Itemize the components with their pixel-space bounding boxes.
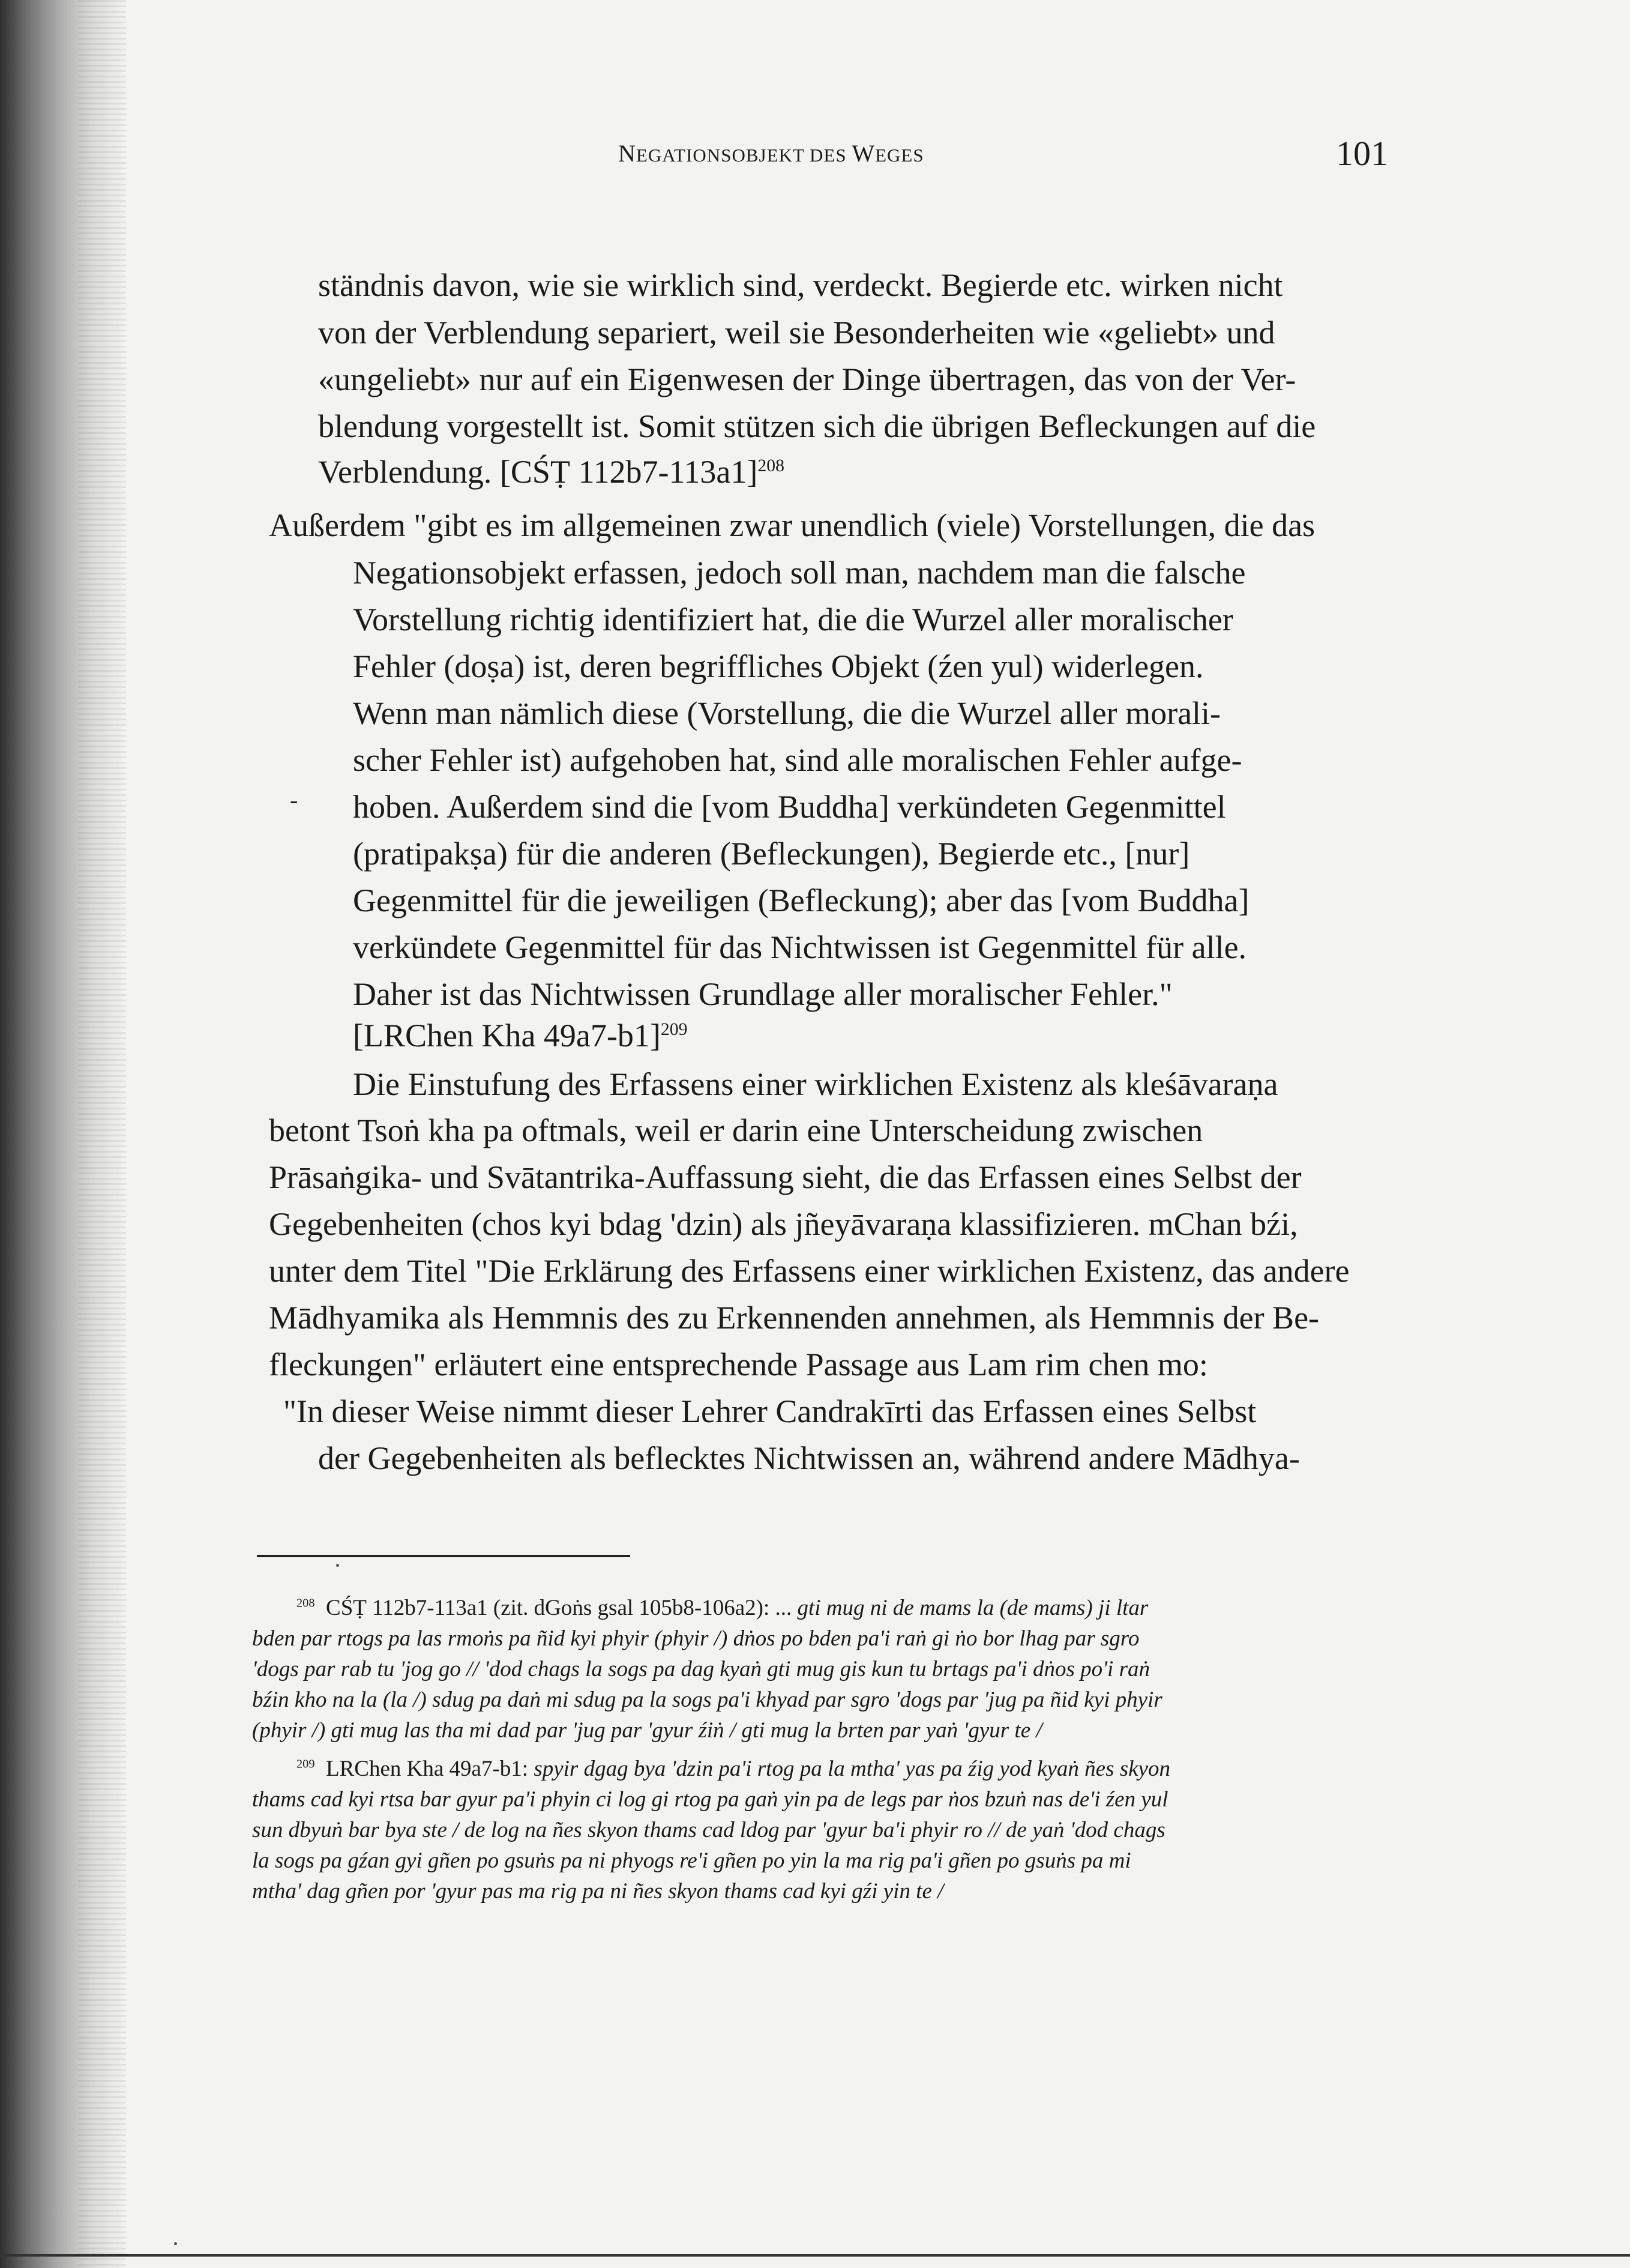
- body-line: Gegenmittel für die jeweiligen (Befleckung); aber das [vom Buddha]: [353, 882, 1250, 918]
- body-line: Wenn man nämlich diese (Vorstellung, die die Wurzel aller morali-: [353, 695, 1221, 731]
- footnote-line: mtha' dag gñen por 'gyur pas ma rig pa ni ñes skyon thams cad kyi gźi yin te /: [252, 1879, 944, 1904]
- body-line: Negationsobjekt erfassen, jedoch soll man, nachdem man die falsche: [353, 555, 1246, 591]
- body-line: Vorstellung richtig identifiziert hat, die die Wurzel aller moralischer: [353, 602, 1233, 638]
- footnote-separator: [257, 1555, 630, 1557]
- body-line: der Gegebenheiten als beflecktes Nichtwissen an, während andere Mādhya-: [318, 1440, 1300, 1476]
- body-line: Außerdem "gibt es im allgemeinen zwar unendlich (viele) Vorstellungen, die das: [269, 507, 1316, 543]
- body-line: [LRChen Kha 49a7-b1]$^{209}$: [353, 1018, 688, 1054]
- footnote-line: bźin kho na la (la /) sdug pa daṅ mi sdug pa la sogs pa'i khyad par sgro 'dogs par 'jug pa ñid kyi phyir: [252, 1687, 1162, 1712]
- body-line: «ungeliebt» nur auf ein Eigenwesen der Dinge übertragen, das von der Ver-: [318, 361, 1296, 397]
- body-line: ständnis davon, wie sie wirklich sind, verdeckt. Begierde etc. wirken nicht: [318, 267, 1283, 303]
- body-line: Die Einstufung des Erfassens einer wirklichen Existenz als kleśāvaraṇa: [353, 1066, 1278, 1102]
- footnote-line: la sogs pa gźan gyi gñen po gsuṅs pa ni phyogs re'i gñen po yin la ma rig pa'i gñen po gsuṅs pa mi: [252, 1848, 1131, 1873]
- body-line: (pratipakṣa) für die anderen (Befleckungen), Begierde etc., [nur]: [353, 836, 1190, 872]
- footnote-line: sun dbyuṅ bar bya ste / de log na ñes skyon thams cad ldog par 'gyur ba'i phyir ro // de yaṅ 'dod chags: [252, 1818, 1165, 1842]
- body-line: Prāsaṅgika- und Svātantrika-Auffassung sieht, die das Erfassen eines Selbst der: [269, 1159, 1302, 1195]
- body-line: "In dieser Weise nimmt dieser Lehrer Candrakīrti das Erfassen eines Selbst: [283, 1393, 1257, 1429]
- body-line: unter dem Titel "Die Erklärung des Erfassens einer wirklichen Existenz, das andere: [269, 1253, 1350, 1289]
- body-line: fleckungen" erläutert eine entsprechende Passage aus Lam rim chen mo:: [269, 1347, 1208, 1383]
- body-line: verkündete Gegenmittel für das Nichtwissen ist Gegenmittel für alle.: [353, 929, 1247, 965]
- body-line: blendung vorgestellt ist. Somit stützen sich die übrigen Befleckungen auf die: [318, 408, 1316, 444]
- footnote-209: $^{209}$ LRChen Kha 49a7-b1: spyir dgag bya 'dzin pa'i rtog pa la mtha' yas pa źig yod kyaṅ ñes skyon: [296, 1757, 1170, 1781]
- binding-texture: [78, 0, 126, 2268]
- body-line: Fehler (doṣa) ist, deren begriffliches Objekt (źen yul) widerlegen.: [353, 648, 1204, 684]
- body-line: von der Verblendung separiert, weil sie Besonderheiten wie «geliebt» und: [318, 315, 1275, 351]
- footnote-ref[interactable]: 209: [660, 1020, 688, 1039]
- body-line: scher Fehler ist) aufgehoben hat, sind alle moralischen Fehler aufge-: [353, 742, 1242, 778]
- footnote-208: $^{208}$ CŚṬ 112b7-113a1 (zit. dGoṅs gsal 105b8-106a2): ... gti mug ni de mams la (de mams) ji ltar: [296, 1596, 1149, 1620]
- page-number: 101: [1336, 134, 1388, 173]
- body-line: Mādhyamika als Hemmnis des zu Erkennenden annehmen, als Hemmnis der Be-: [269, 1300, 1320, 1336]
- body-line: Gegebenheiten (chos kyi bdag 'dzin) als jñeyāvaraṇa klassifizieren. mChan bźi,: [269, 1206, 1298, 1242]
- body-line: Daher ist das Nichtwissen Grundlage aller moralischer Fehler.": [353, 976, 1173, 1012]
- body-line: Verblendung. [CŚṬ 112b7-113a1]$^{208}$: [318, 454, 784, 490]
- scan-bottom-edge: [0, 2254, 1630, 2257]
- footnote-line: thams cad kyi rtsa bar gyur pa'i phyin ci log gi rtog pa gaṅ yin pa de legs par ṅos bzuṅ nas de'i źen yul: [252, 1787, 1168, 1812]
- scan-speck: [336, 1564, 339, 1567]
- footnote-line: (phyir /) gti mug las tha mi dad par 'jug par 'gyur źiṅ / gti mug la brten par yaṅ 'gyur te /: [252, 1718, 1042, 1743]
- body-line: betont Tsoṅ kha pa oftmals, weil er darin eine Unterscheidung zwischen: [269, 1112, 1203, 1148]
- running-header: NEGATIONSOBJEKT DES WEGES: [618, 140, 924, 167]
- body-line: hoben. Außerdem sind die [vom Buddha] verkündeten Gegenmittel: [353, 789, 1226, 825]
- footnote-line: bden par rtogs pa las rmoṅs pa ñid kyi phyir (phyir /) dṅos po bden pa'i raṅ gi ṅo bor lhag par sgro: [252, 1626, 1140, 1651]
- margin-mark: -: [290, 786, 298, 813]
- footnote-ref[interactable]: 208: [757, 456, 784, 475]
- scan-speck: [174, 2242, 177, 2245]
- footnote-line: 'dogs par rab tu 'jog go // 'dod chags la sogs pa dag kyaṅ gti mug gis kun tu brtags pa'i dṅos po'i raṅ: [252, 1657, 1150, 1681]
